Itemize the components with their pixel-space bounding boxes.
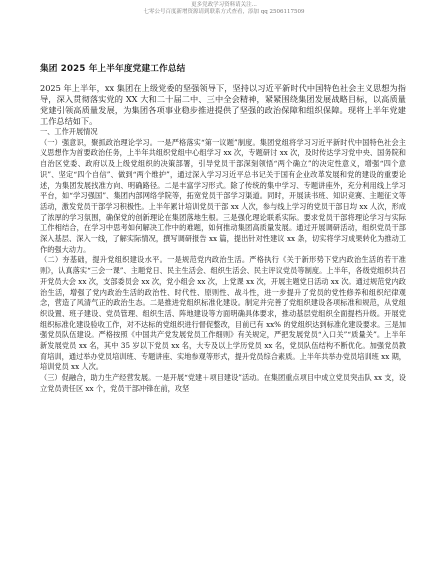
section-heading: 一、工作开展情况 — [40, 127, 98, 136]
header-line-2: 七零公号百度新增资源请到联系方式查看，添加 qq 2506117509 — [143, 9, 305, 15]
document-body — [40, 83, 406, 395]
intro-paragraph: 2025 年上半年，xx 集团在上级党委的坚强领导下，坚持以习近平新时代中国特色社会主义思想为指导，深入贯彻落实党的 XX 大和二十届二中、三中全会精神，紧紧围绕集团发展战略目标，以高质量党建引领高质量发展，为集团各项事业稳步推进提供了坚强的政治保障和组织保障。现将上半年党建工作总结如下。 — [40, 83, 406, 126]
header-line-1: 更多党政学习资料请关注... — [191, 2, 257, 8]
paragraph-3: （三）促融合，助力生产经营发展。一是开展“党建＋项目建设”活动。在集团重点项目中成立党员突击队 xx 支，设立党员责任区 xx 个，党员干部冲锋在前，攻坚 — [40, 373, 406, 393]
paragraph-2: （二）夯基础，提升党组织建设水平。一是规范党内政治生活。严格执行《关于新形势下党内政治生活的若干准则》，认真落实“三会一课”、主题党日、民主生活会、组织生活会、民主评议党员等制度。上半年，各级党组织共召开党员大会 xx 次，支部委员会 xx 次，党小组会 xx 次，上党课 xx 次，开展主题党日活动 xx 次。通过规范党内政治生活，增强了党内政治生活的政治性、时代性、原则性、战斗性，进一步提升了党员的党性修养和组织纪律观念，营造了风清气正的政治生态。二是推进党组织标准化建设。制定并完善了党组织建设各项标准和规范，从党组织设置、班子建设、党员管理、组织生活、阵地建设等方面明确具体要求，推动基层党组织全面提档升级。开展党组织标准化建设验收工作，对不达标的党组织进行督促整改，目前已有 xx% 的党组织达到标准化建设要求。三是加强党员队伍建设。严格按照《中国共产党发展党员工作细则》有关规定，严把发展党员“入口关”“质量关”。上半年新发展党员 xx 名，其中 35 岁以下党员 xx 名，大专及以上学历党员 xx 名，党员队伍结构不断优化。加强党员教育培训，通过举办党员培训班、专题讲座、实地参观等形式，提升党员综合素质。上半年共举办党员培训班 xx 期，培训党员 xx 人次。 — [40, 255, 406, 372]
page-header — [0, 0, 448, 16]
paragraph-1: （一）强意识，聚抓政治理论学习。一是严格落实“第一议题”制度。集团党组将学习习近平新时代中国特色社会主义思想作为首要政治任务，上半年共组织党组中心组学习 xx 次，专题研讨 xx 次，及时传达学习党中央、国务院和自治区党委、政府以及上级党组织的决策部署，引导党员干部深刻领悟“两个确立”的决定性意义，增强“四个意识”、坚定“四个自信”、做到“两个维护”，通过深入学习习近平总书记关于国有企业改革发展和党的建设的重要论述，为集团发展找准方向、明确路径。二是丰富学习形式。除了传统的集中学习、专题讲座外，充分利用线上学习平台，如“学习强国”、集团内部网络学院等，拓宽党员干部学习渠道。同时，开展读书班、知识竞赛、主题征文等活动，激发党员干部学习积极性。上半年累计培训党员干部 xx 人次，参与线上学习的党员干部日均 xx 人次，形成了浓厚的学习氛围，确保党的创新理论在集团落地生根。三是强化理论联系实际。要求党员干部将理论学习与实际工作相结合，在学习中思考如何解决工作中的难题，如何推动集团高质量发展。通过开展调研活动，组织党员干部深入基层、深入一线，了解实际情况，撰写调研报告 xx 篇，提出针对性建议 xx 条，切实将学习成果转化为推动工作的强大动力。 — [40, 137, 406, 254]
document-title: 集团 2025 年上半年度党建工作总结 — [40, 64, 186, 74]
